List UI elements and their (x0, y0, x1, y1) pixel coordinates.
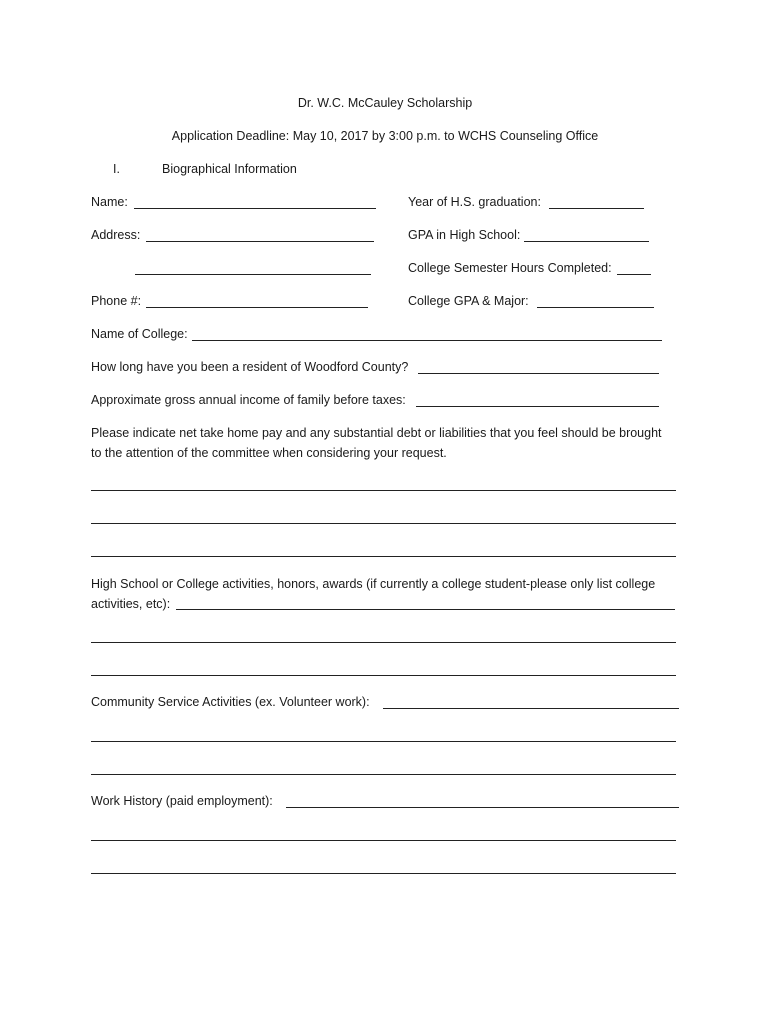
name-field[interactable] (134, 208, 376, 209)
resident-label: How long have you been a resident of Woodford County? (91, 360, 409, 374)
work-history-answer-line[interactable] (286, 807, 679, 808)
resident-field[interactable] (418, 373, 659, 374)
gpa-hs-field[interactable] (524, 241, 649, 242)
net-pay-answer-line[interactable] (91, 490, 676, 491)
college-hours-label: College Semester Hours Completed: (408, 261, 612, 275)
form-title: Dr. W.C. McCauley Scholarship (297, 96, 473, 110)
year-grad-field[interactable] (549, 208, 644, 209)
college-name-label: Name of College: (91, 327, 188, 341)
community-service-answer-line[interactable] (91, 741, 676, 742)
name-label: Name: (91, 195, 128, 209)
section-numeral: I. (113, 162, 120, 176)
community-service-answer-line[interactable] (383, 708, 679, 709)
activities-answer-line[interactable] (91, 642, 676, 643)
community-service-label: Community Service Activities (ex. Volunteer work): (91, 695, 370, 709)
address-line2-field[interactable] (135, 274, 371, 275)
work-history-answer-line[interactable] (91, 840, 676, 841)
college-name-field[interactable] (192, 340, 662, 341)
income-field[interactable] (416, 406, 659, 407)
application-deadline: Application Deadline: May 10, 2017 by 3:00 p.m. to WCHS Counseling Office (171, 129, 599, 143)
phone-field[interactable] (146, 307, 368, 308)
gpa-hs-label: GPA in High School: (408, 228, 521, 242)
net-pay-answer-line[interactable] (91, 523, 676, 524)
work-history-answer-line[interactable] (91, 873, 676, 874)
college-gpa-major-label: College GPA & Major: (408, 294, 529, 308)
work-history-label: Work History (paid employment): (91, 794, 273, 808)
net-pay-answer-line[interactable] (91, 556, 676, 557)
net-pay-prompt-line1: Please indicate net take home pay and any substantial debt or liabilities that you feel should be brought (91, 426, 662, 440)
year-grad-label: Year of H.S. graduation: (408, 195, 541, 209)
activities-answer-line[interactable] (91, 675, 676, 676)
income-label: Approximate gross annual income of family before taxes: (91, 393, 406, 407)
activities-prompt-line2: activities, etc): (91, 597, 171, 611)
section-title: Biographical Information (162, 162, 297, 176)
college-hours-field[interactable] (617, 274, 651, 275)
activities-prompt-line1: High School or College activities, honors, awards (if currently a college student-please only list college (91, 577, 656, 591)
phone-label: Phone #: (91, 294, 142, 308)
community-service-answer-line[interactable] (91, 774, 676, 775)
net-pay-prompt-line2: to the attention of the committee when considering your request. (91, 446, 447, 460)
address-label: Address: (91, 228, 141, 242)
activities-answer-line[interactable] (176, 609, 675, 610)
college-gpa-major-field[interactable] (537, 307, 654, 308)
address-field[interactable] (146, 241, 374, 242)
